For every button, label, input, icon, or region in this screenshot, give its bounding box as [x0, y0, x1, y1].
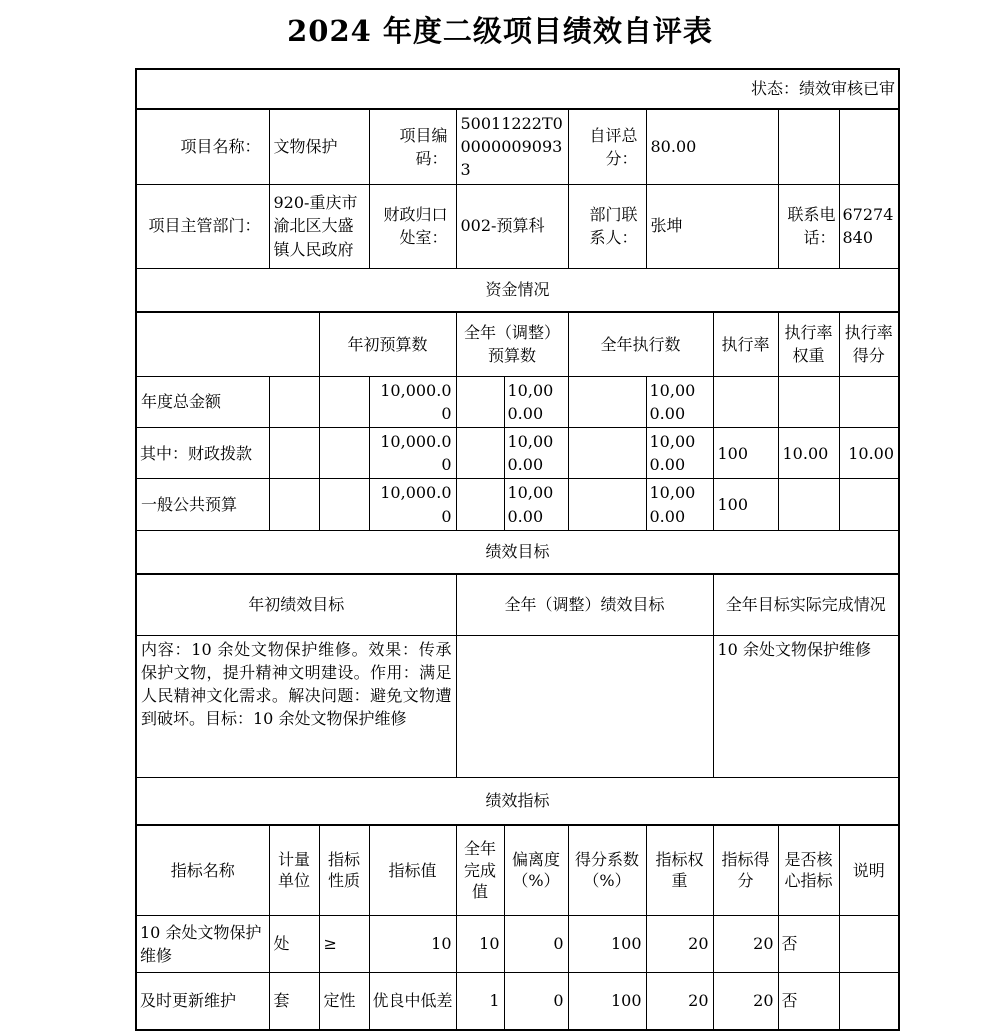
funds-adjusted-value: 10,000.00 — [504, 376, 568, 427]
finance-office-label: 财政归口处室： — [369, 184, 456, 268]
self-score-label: 自评总分： — [568, 109, 646, 184]
ind-header-core: 是否核心指标 — [778, 825, 839, 915]
indicator-row — [136, 915, 899, 972]
funds-rate-weight-value — [778, 479, 839, 530]
project-code-value: 50011222T000000090933 — [456, 109, 568, 184]
empty-cell — [319, 479, 369, 530]
goals-actual-text: 10 余处文物保护维修 — [713, 635, 899, 777]
ind-weight: 20 — [646, 972, 713, 1030]
empty-cell — [568, 479, 646, 530]
info-row-2 — [136, 184, 899, 268]
empty-cell — [319, 427, 369, 478]
goals-section-title: 绩效目标 — [136, 530, 899, 574]
ind-note — [839, 972, 899, 1030]
goals-adjusted-text — [456, 635, 713, 777]
info-row-1 — [136, 109, 899, 184]
contact-value: 张坤 — [646, 184, 778, 268]
indicators-section-row — [136, 777, 899, 825]
ind-completed: 1 — [456, 972, 504, 1030]
funds-row-label: 年度总金额 — [136, 376, 269, 427]
funds-header-rate-weight: 执行率权重 — [778, 312, 839, 376]
phone-label: 联系电话： — [778, 184, 839, 268]
funds-section-title: 资金情况 — [136, 268, 899, 312]
indicator-row — [136, 972, 899, 1030]
ind-nature: ≥ — [319, 915, 369, 972]
ind-note — [839, 915, 899, 972]
ind-header-unit: 计量单位 — [269, 825, 319, 915]
status-text: 状态：绩效审核已审 — [136, 69, 899, 109]
goals-content-row — [136, 635, 899, 777]
funds-initial-value: 10,000.00 — [369, 376, 456, 427]
ind-name: 及时更新维护 — [136, 972, 269, 1030]
funds-row-label: 一般公共预算 — [136, 479, 269, 530]
finance-office-value: 002-预算科 — [456, 184, 568, 268]
goals-header-initial: 年初绩效目标 — [136, 574, 456, 635]
goals-initial-text: 内容：10 余处文物保护维修。效果：传承保护文物，提升精神文明建设。作用：满足人民精神文化需求。解决问题：避免文物遭到破坏。目标：10 余处文物保护维修 — [136, 635, 456, 777]
funds-section-row — [136, 268, 899, 312]
status-row — [136, 69, 899, 109]
empty-cell — [269, 427, 319, 478]
ind-core: 否 — [778, 972, 839, 1030]
ind-target: 10 — [369, 915, 456, 972]
goals-section-row — [136, 530, 899, 574]
ind-header-score: 指标得分 — [713, 825, 778, 915]
funds-executed-value: 10,000.00 — [646, 427, 713, 478]
empty-cell — [456, 376, 504, 427]
ind-nature: 定性 — [319, 972, 369, 1030]
ind-header-coefficient: 得分系数（%） — [568, 825, 646, 915]
empty-cell — [319, 376, 369, 427]
funds-rate-value: 100 — [713, 427, 778, 478]
project-name-value: 文物保护 — [269, 109, 369, 184]
funds-initial-value: 10,000.00 — [369, 479, 456, 530]
ind-core: 否 — [778, 915, 839, 972]
dept-value: 920-重庆市渝北区大盛镇人民政府 — [269, 184, 369, 268]
ind-coefficient: 100 — [568, 972, 646, 1030]
dept-label: 项目主管部门： — [136, 184, 269, 268]
funds-executed-value: 10,000.00 — [646, 479, 713, 530]
funds-rate-value — [713, 376, 778, 427]
goals-header-row — [136, 574, 899, 635]
funds-rate-score-value — [839, 376, 899, 427]
funds-row-fiscal — [136, 427, 899, 478]
ind-coefficient: 100 — [568, 915, 646, 972]
funds-header-rate: 执行率 — [713, 312, 778, 376]
goals-header-actual: 全年目标实际完成情况 — [713, 574, 899, 635]
phone-value: 67274840 — [839, 184, 899, 268]
indicators-header-row — [136, 825, 899, 915]
indicators-section-title: 绩效指标 — [136, 777, 899, 825]
funds-header-executed: 全年执行数 — [568, 312, 713, 376]
empty-cell — [269, 376, 319, 427]
funds-header-rate-score: 执行率得分 — [839, 312, 899, 376]
ind-header-deviation: 偏离度（%） — [504, 825, 568, 915]
empty-cell — [839, 109, 899, 184]
funds-row-label: 其中：财政拨款 — [136, 427, 269, 478]
project-name-label: 项目名称： — [136, 109, 269, 184]
empty-cell — [568, 376, 646, 427]
ind-header-target: 指标值 — [369, 825, 456, 915]
funds-initial-value: 10,000.00 — [369, 427, 456, 478]
ind-header-completed: 全年完成值 — [456, 825, 504, 915]
funds-header-initial-budget: 年初预算数 — [319, 312, 456, 376]
funds-adjusted-value: 10,000.00 — [504, 479, 568, 530]
funds-row-public-budget — [136, 479, 899, 530]
funds-adjusted-value: 10,000.00 — [504, 427, 568, 478]
ind-score: 20 — [713, 915, 778, 972]
empty-cell — [778, 109, 839, 184]
ind-deviation: 0 — [504, 972, 568, 1030]
ind-score: 20 — [713, 972, 778, 1030]
funds-rate-score-value — [839, 479, 899, 530]
ind-header-weight: 指标权重 — [646, 825, 713, 915]
funds-rate-score-value: 10.00 — [839, 427, 899, 478]
ind-header-nature: 指标性质 — [319, 825, 369, 915]
ind-header-name: 指标名称 — [136, 825, 269, 915]
ind-deviation: 0 — [504, 915, 568, 972]
ind-name: 10 余处文物保护维修 — [136, 915, 269, 972]
project-code-label: 项目编码： — [369, 109, 456, 184]
self-score-value: 80.00 — [646, 109, 778, 184]
funds-header-adjusted-budget: 全年（调整）预算数 — [456, 312, 568, 376]
funds-executed-value: 10,000.00 — [646, 376, 713, 427]
funds-rate-weight-value — [778, 376, 839, 427]
self-eval-table — [135, 68, 900, 1031]
ind-completed: 10 — [456, 915, 504, 972]
ind-unit: 套 — [269, 972, 319, 1030]
funds-rate-value: 100 — [713, 479, 778, 530]
goals-header-adjusted: 全年（调整）绩效目标 — [456, 574, 713, 635]
ind-target: 优良中低差 — [369, 972, 456, 1030]
empty-cell — [456, 479, 504, 530]
funds-rate-weight-value: 10.00 — [778, 427, 839, 478]
empty-cell — [568, 427, 646, 478]
empty-cell — [136, 312, 319, 376]
ind-unit: 处 — [269, 915, 319, 972]
empty-cell — [269, 479, 319, 530]
funds-header-row — [136, 312, 899, 376]
ind-weight: 20 — [646, 915, 713, 972]
ind-header-note: 说明 — [839, 825, 899, 915]
page-title: 2024 年度二级项目绩效自评表 — [287, 14, 713, 48]
empty-cell — [456, 427, 504, 478]
contact-label: 部门联系人： — [568, 184, 646, 268]
funds-row-total — [136, 376, 899, 427]
